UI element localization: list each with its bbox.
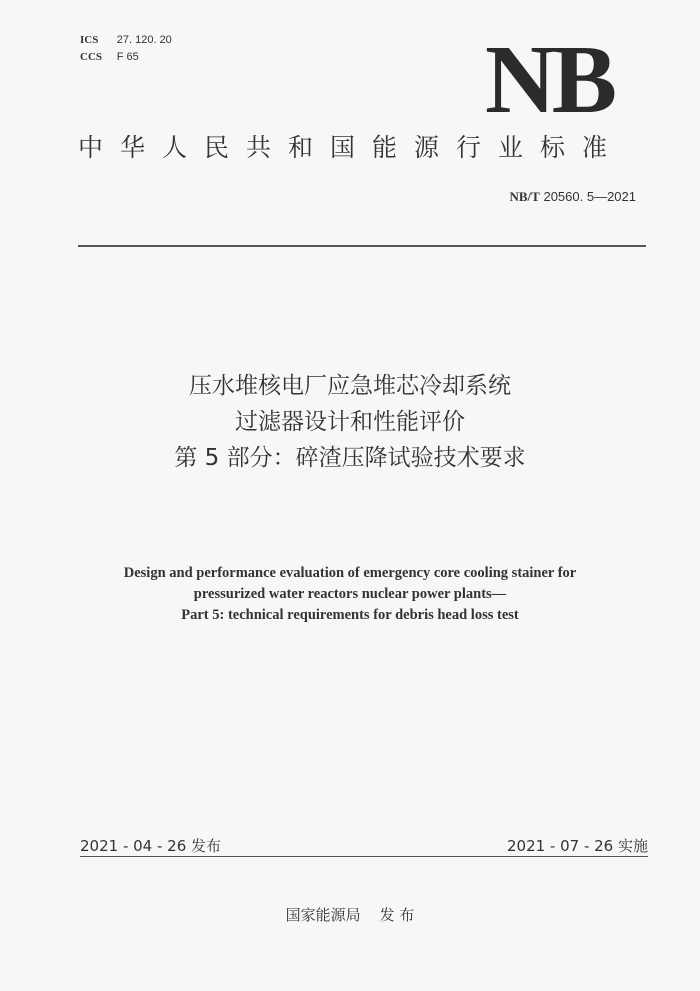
chinese-title-line2: 过滤器设计和性能评价 xyxy=(235,409,465,435)
english-title-line2: pressurized water reactors nuclear power plants— xyxy=(193,586,507,602)
ics-code xyxy=(80,32,172,49)
standard-number xyxy=(510,189,637,205)
ics-label: ICS xyxy=(80,34,99,46)
english-title-line3: Part 5: technical requirements for debris head loss test xyxy=(181,607,519,623)
implementation-date: 2021 - 07 - 26 实施 xyxy=(506,837,648,855)
chinese-title-line1: 压水堆核电厂应急堆芯冷却系统 xyxy=(189,373,511,399)
header-divider xyxy=(78,245,646,247)
chinese-title-line3: 第 5 部分：碎渣压降试验技术要求 xyxy=(174,445,526,471)
nb-logo: NB xyxy=(485,26,614,134)
ccs-value: F 65 xyxy=(116,51,139,63)
english-title xyxy=(0,563,700,626)
issuer-action: 发 布 xyxy=(379,906,415,924)
issuer-name: 国家能源局 xyxy=(285,906,361,924)
issue-date: 2021 - 04 - 26 发布 xyxy=(80,837,222,855)
issuer xyxy=(0,904,700,925)
classification-codes xyxy=(80,32,172,66)
standard-number-prefix: NB/T xyxy=(509,189,540,204)
footer-divider xyxy=(80,856,648,857)
standard-number-value: 20560. 5—2021 xyxy=(543,189,636,204)
ccs-label: CCS xyxy=(80,51,103,63)
ccs-code xyxy=(80,49,172,66)
english-title-line1: Design and performance evaluation of emergency core cooling stainer for xyxy=(123,565,577,581)
industry-standard-title: 中华人民共和国能源行业标准 xyxy=(78,133,625,162)
chinese-title xyxy=(0,368,700,476)
ics-value: 27. 120. 20 xyxy=(116,34,172,46)
